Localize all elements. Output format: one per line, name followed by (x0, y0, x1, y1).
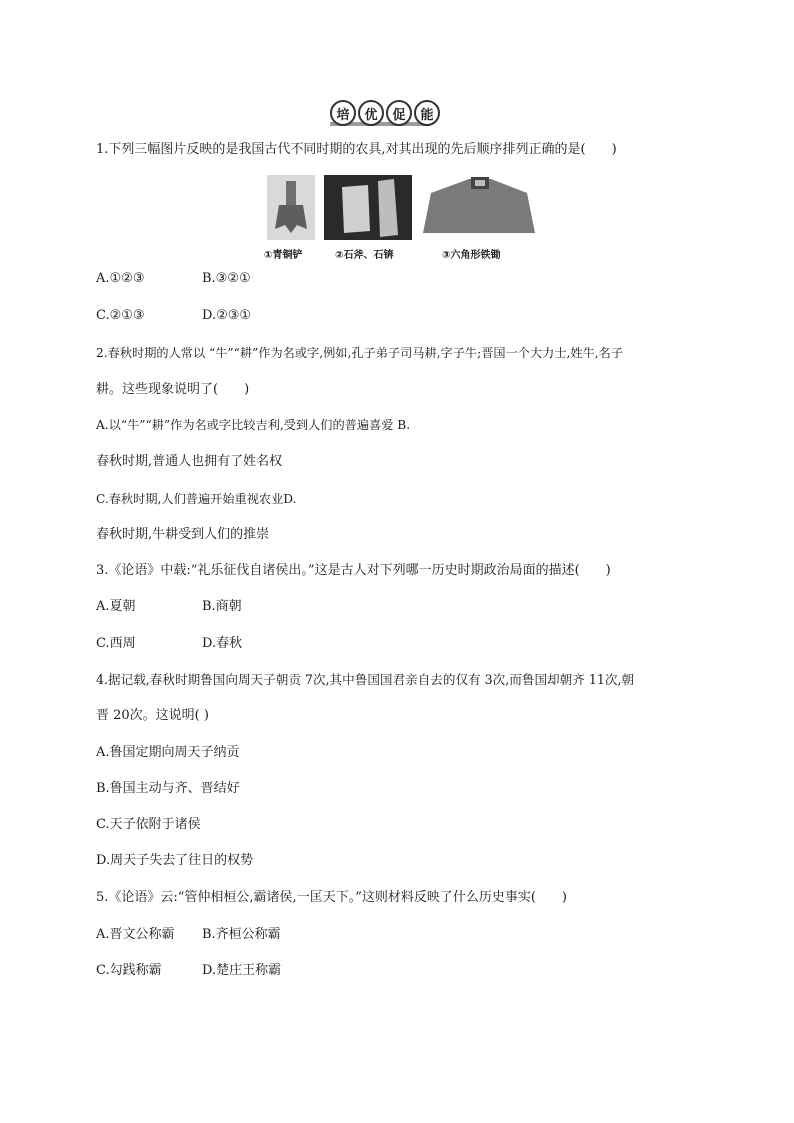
section-banner (330, 100, 440, 126)
stone-axe-adze-image (324, 175, 412, 240)
question-4-stem-line2: 晋 20次。这说明( ) (96, 708, 209, 723)
q3-option-c[interactable]: C.西周 (96, 636, 136, 651)
q1-option-a[interactable]: A.①②③ (96, 271, 145, 286)
q4-option-b[interactable]: B.鲁国主动与齐、晋结好 (96, 781, 240, 796)
q2-option-c[interactable]: C.春秋时期,人们普遍开始重视农业D. (96, 492, 297, 506)
caption-bronze-spade: ①青铜铲 (264, 250, 303, 261)
question-4-stem-line1: 4.据记载,春秋时期鲁国向周天子朝贡 7次,其中鲁国国君亲自去的仅有 3次,而鲁国却朝齐 11次,朝 (96, 672, 635, 687)
q5-option-d[interactable]: D.楚庄王称霸 (202, 963, 282, 978)
q3-option-a[interactable]: A.夏朝 (96, 599, 136, 614)
caption-iron-hoe: ③六角形铁锄 (442, 250, 501, 261)
q2-option-b[interactable]: 春秋时期,普通人也拥有了姓名权 (96, 454, 283, 469)
q5-option-b[interactable]: B.齐桓公称霸 (202, 927, 281, 942)
question-1-stem: 1.下列三幅图片反映的是我国古代不同时期的农具,对其出现的先后顺序排列正确的是( ) (96, 142, 617, 157)
iron-hoe-image (421, 175, 537, 240)
caption-stone-axe: ②石斧、石锛 (335, 250, 394, 261)
q4-option-c[interactable]: C.天子依附于诸侯 (96, 817, 201, 832)
banner-char: 培 (330, 100, 356, 126)
banner-char: 优 (358, 100, 384, 126)
q1-option-b[interactable]: B.③②① (202, 271, 251, 286)
question-2-stem-line1: 2.春秋时期的人常以 “牛”“耕”作为名或字,例如,孔子弟子司马耕,字子牛;晋国一个大力士,姓牛,名子 (96, 346, 624, 360)
q2-option-a[interactable]: A.以“牛”“耕”作为名或字比较吉利,受到人们的普遍喜爱 B. (96, 418, 411, 432)
bronze-spade-image (267, 175, 315, 240)
banner-char: 促 (386, 100, 412, 126)
q1-option-c[interactable]: C.②①③ (96, 308, 145, 323)
q4-option-d[interactable]: D.周天子失去了往日的权势 (96, 853, 254, 868)
q4-option-a[interactable]: A.鲁国定期向周天子纳贡 (96, 745, 240, 760)
q3-option-d[interactable]: D.春秋 (202, 636, 243, 651)
q3-option-b[interactable]: B.商朝 (202, 599, 242, 614)
question-3-stem: 3.《论语》中载:“礼乐征伐自诸侯出。”这是古人对下列哪一历史时期政治局面的描述( ) (96, 563, 611, 578)
q5-option-c[interactable]: C.勾践称霸 (96, 963, 162, 978)
q5-option-a[interactable]: A.晋文公称霸 (96, 927, 175, 942)
question-2-stem-line2: 耕。这些现象说明了( ) (96, 382, 250, 397)
question-5-stem: 5.《论语》云:“管仲相桓公,霸诸侯,一匡天下。”这则材料反映了什么历史事实( ) (96, 890, 567, 905)
q1-option-d[interactable]: D.②③① (202, 308, 252, 323)
banner-char: 能 (414, 100, 440, 126)
q2-option-d[interactable]: 春秋时期,牛耕受到人们的推崇 (96, 527, 270, 542)
